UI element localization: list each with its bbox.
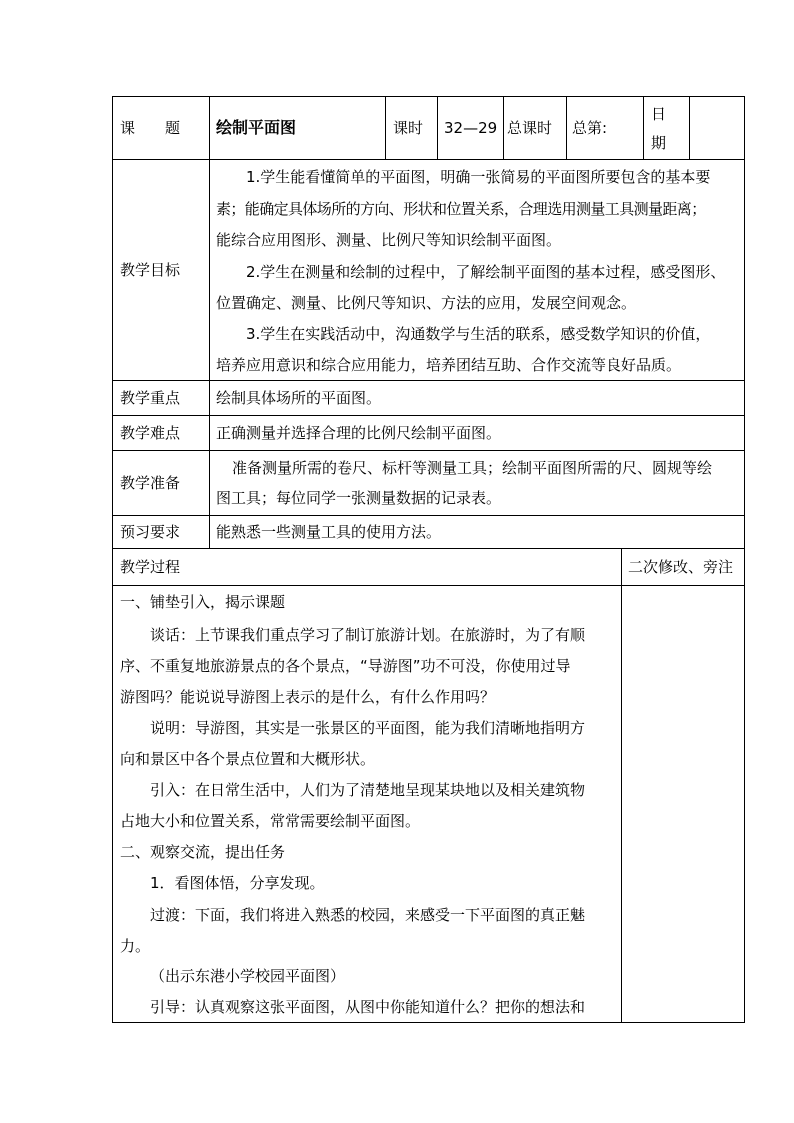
objective-line: 培养应用意识和综合应用能力，培养团结互助、合作交流等良好品质。 [216,356,682,374]
process-label: 教学过程 [120,558,181,576]
header-divider [437,96,438,159]
preview-label: 预习要求 [120,523,181,541]
preparation-line: 图工具；每位同学一张测量数据的记录表。 [216,489,502,507]
process-line: 1．看图体悟，分享发现。 [150,874,325,892]
total-number-label: 总第: [572,119,608,137]
notes-column-divider [621,548,622,1023]
total-hours-label: 总课时 [507,119,553,137]
row-divider [112,380,745,381]
process-line: 序、不重复地旅游景点的各个景点，“导游图”功不可没，你使用过导 [120,657,571,675]
date-label-top: 日 [651,105,667,123]
label-column-divider [209,96,210,548]
process-line: （出示东港小学校园平面图） [150,967,346,985]
table-border-bottom [112,1022,745,1023]
key-point-text: 绘制具体场所的平面图。 [216,389,382,407]
process-line: 向和景区中各个景点位置和大概形状。 [120,750,376,768]
lesson-title: 绘制平面图 [216,118,297,137]
row-divider [112,585,745,586]
topic-label: 课 题 [120,119,181,137]
objectives-label: 教学目标 [120,261,181,279]
header-divider [566,96,567,159]
table-border-top [112,96,745,97]
header-divider [643,96,644,159]
row-divider [112,450,745,451]
objective-line: 3.学生在实践活动中，沟通数学与生活的联系，感受数学知识的价值， [246,325,711,343]
process-line: 过渡：下面，我们将进入熟悉的校园，来感受一下平面图的真正魅 [150,906,586,924]
process-line: 谈话：上节课我们重点学习了制订旅游计划。在旅游时，为了有顺 [150,626,586,644]
process-line: 力。 [120,937,151,955]
objective-line: 素；能确定具体场所的方向、形状和位置关系，合理选用测量工具测量距离； [216,200,706,218]
row-divider [112,548,745,549]
hours-value: 32—29 [444,119,498,137]
difficulty-label: 教学难点 [120,424,181,442]
table-border-left [112,96,113,1023]
section-heading: 一、铺垫引入，揭示课题 [120,593,286,611]
header-divider [503,96,504,159]
notes-label: 二次修改、旁注 [628,558,734,576]
row-divider [112,159,745,160]
preview-text: 能熟悉一些测量工具的使用方法。 [216,523,442,541]
objective-line: 2.学生在测量和绘制的过程中，了解绘制平面图的基本过程，感受图形、 [246,263,726,281]
process-line: 说明：导游图，其实是一张景区的平面图，能为我们清晰地指明方 [150,719,586,737]
table-border-right [744,96,745,1023]
row-divider [112,515,745,516]
key-point-label: 教学重点 [120,389,181,407]
process-line: 占地大小和位置关系，常常需要绘制平面图。 [120,812,421,830]
process-line: 游图吗？能说说导游图上表示的是什么，有什么作用吗？ [120,688,496,706]
header-divider [385,96,386,159]
header-divider [689,96,690,159]
section-heading: 二、观察交流，提出任务 [120,843,286,861]
process-line: 引导：认真观察这张平面图，从图中你能知道什么？把你的想法和 [150,998,586,1016]
difficulty-text: 正确测量并选择合理的比例尺绘制平面图。 [216,424,502,442]
preparation-line: 准备测量所需的卷尺、标杆等测量工具；绘制平面图所需的尺、圆规等绘 [232,459,713,477]
objective-line: 1.学生能看懂简单的平面图，明确一张简易的平面图所要包含的基本要 [246,168,711,186]
objective-line: 能综合应用图形、测量、比例尺等知识绘制平面图。 [216,231,562,249]
date-label-bottom: 期 [651,134,667,152]
process-line: 引入：在日常生活中，人们为了清楚地呈现某块地以及相关建筑物 [150,781,586,799]
row-divider [112,415,745,416]
hours-label: 课时 [393,119,424,137]
preparation-label: 教学准备 [120,474,181,492]
objective-line: 位置确定、测量、比例尺等知识、方法的应用，发展空间观念。 [216,294,637,312]
